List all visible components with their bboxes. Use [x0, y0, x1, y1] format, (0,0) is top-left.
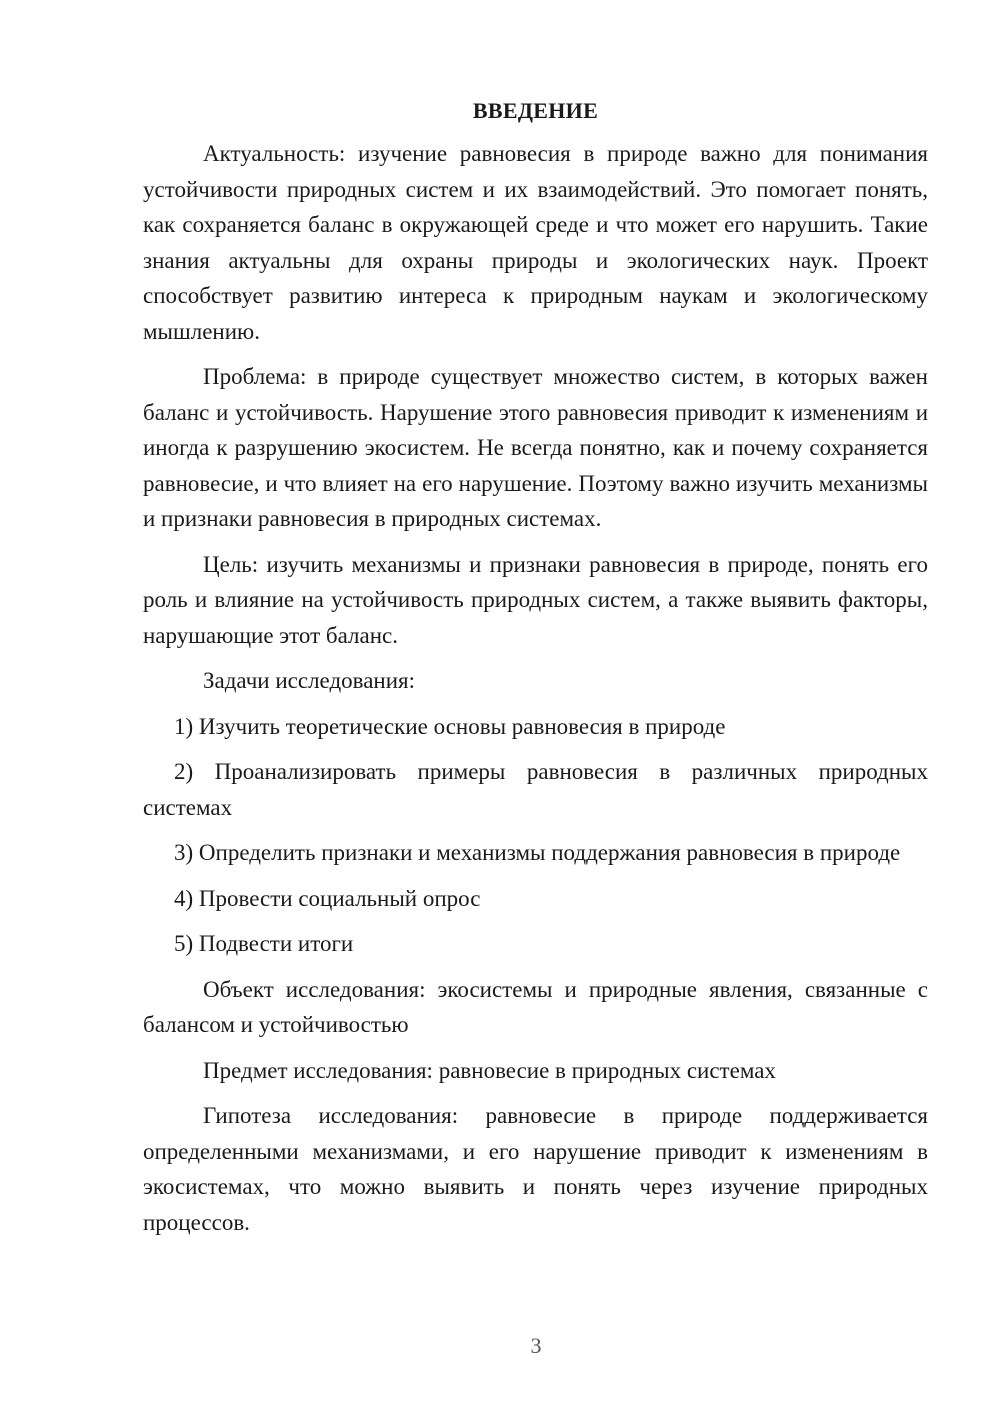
- page-number: 3: [530, 1333, 542, 1358]
- list-item-task-1: 1) Изучить теоретические основы равновесия в природе: [174, 713, 726, 739]
- list-item-task-3: 3) Определить признаки и механизмы поддержания равновесия в природе: [174, 840, 901, 865]
- paragraph-problem: Проблема: в природе существует множество систем, в которых важен баланс и устойчивость. Нарушение этого равновесия приводит к изменениям и иногда к разрушению экосистем. Не всегда понятно, как и почему сохраняется равновесие, и что влияет на его нарушение. Поэтому важно изучить механизмы и признаки равновесия в природных системах.: [143, 364, 928, 531]
- list-item-task-2: 2) Проанализировать примеры равновесия в различных природных системах: [143, 759, 928, 820]
- paragraph-object: Объект исследования: экосистемы и природные явления, связанные с балансом и устойчивостью: [143, 976, 928, 1037]
- paragraph-relevance: Актуальность: изучение равновесия в природе важно для понимания устойчивости природных систем и их взаимодействий. Это помогает понять, как сохраняется баланс в окружающей среде и что может его нарушить. Такие знания актуальны для охраны природы и экологических наук. Проект способствует развитию интереса к природным наукам и экологическому мышлению.: [143, 141, 928, 344]
- page-content: [143, 93, 928, 1250]
- paragraph-hypothesis: Гипотеза исследования: равновесие в природе поддерживается определенными механизмами, и его нарушение приводит к изменениям в экосистемах, что можно выявить и понять через изучение природных процессов.: [143, 1103, 928, 1235]
- page-title: ВВЕДЕНИЕ: [472, 98, 599, 123]
- list-item-task-5: 5) Подвести итоги: [174, 931, 354, 956]
- paragraph-tasks-intro: Задачи исследования:: [203, 668, 416, 693]
- list-item-task-4: 4) Провести социальный опрос: [174, 885, 481, 911]
- paragraph-goal: Цель: изучить механизмы и признаки равновесия в природе, понять его роль и влияние на устойчивость природных систем, а также выявить факторы, нарушающие этот баланс.: [143, 551, 928, 648]
- paragraph-subject: Предмет исследования: равновесие в природных системах: [203, 1057, 776, 1083]
- task-list: [143, 709, 928, 962]
